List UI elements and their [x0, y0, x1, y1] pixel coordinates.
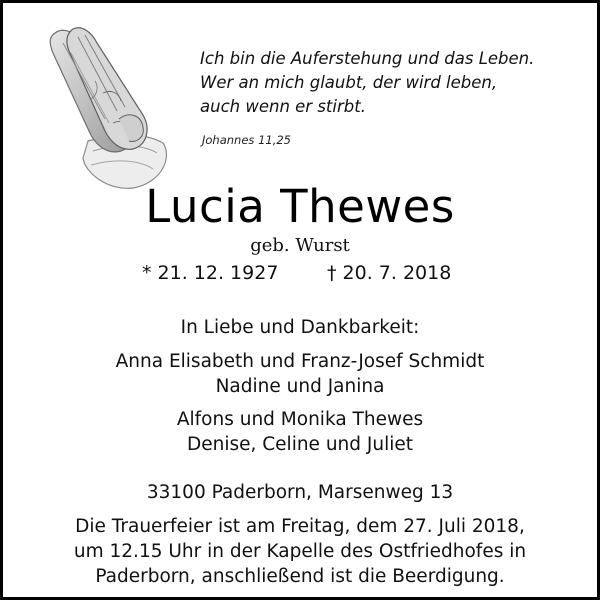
family-line: Nadine und Janina — [215, 376, 385, 397]
quote-line: Wer an mich glaubt, der wird leben, — [200, 73, 498, 92]
quote-source: Johannes 11,25 — [202, 133, 291, 147]
bible-quote — [200, 47, 590, 119]
quote-line: Ich bin die Auferstehung und das Leben. — [200, 49, 535, 68]
quote-line: auch wenn er stirbt. — [200, 97, 366, 116]
death-date: † 20. 7. 2018 — [327, 262, 452, 284]
family-line: Alfons und Monika Thewes — [176, 409, 424, 430]
funeral-line: Paderborn, anschließend ist die Beerdigung. — [95, 566, 505, 587]
address-text: 33100 Paderborn, Marsenweg 13 — [146, 482, 454, 503]
birth-name: geb. Wurst — [250, 235, 350, 256]
family-line: Anna Elisabeth und Franz-Josef Schmidt — [115, 351, 485, 372]
family-group-2 — [3, 407, 597, 457]
praying-hands-icon — [33, 23, 183, 193]
mourners-intro — [3, 315, 597, 340]
funeral-line: um 12.15 Uhr in der Kapelle des Ostfriedhofes in — [73, 541, 527, 562]
birth-date: * 21. 12. 1927 — [142, 262, 279, 284]
address — [3, 480, 597, 505]
funeral-line: Die Trauerfeier ist am Freitag, dem 27. Juli 2018, — [75, 516, 525, 537]
family-group-1 — [3, 349, 597, 399]
family-line: Denise, Celine und Juliet — [186, 434, 413, 455]
deceased-name: Lucia Thewes — [145, 180, 455, 233]
funeral-notice — [3, 514, 597, 589]
intro-text: In Liebe und Dankbarkeit: — [180, 317, 420, 338]
life-dates — [3, 262, 597, 288]
